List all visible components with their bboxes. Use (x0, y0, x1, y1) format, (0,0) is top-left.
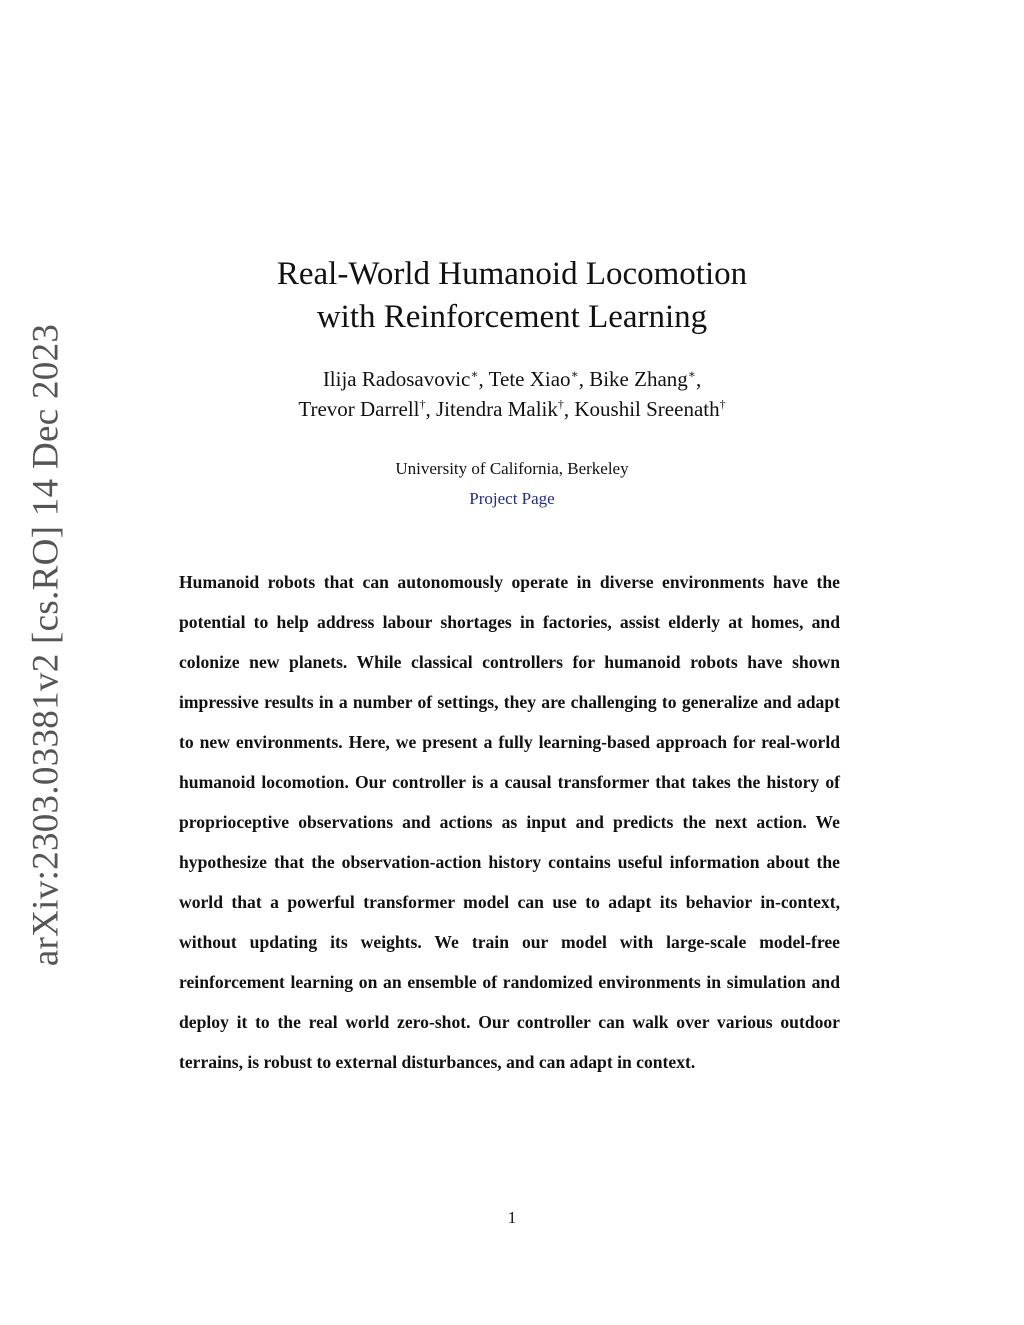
author-separator: , (695, 367, 702, 391)
abstract: Humanoid robots that can autonomously operate in diverse environments have the potential to help address labour shortages in factories, assist elderly at homes, and colonize new planets. While classical controllers for humanoid robots have shown impressive results in a number of settings, they are challenging to generalize and adapt to new environments. Here, we present a fully learning-based approach for real-world humanoid locomotion. Our controller is a causal transformer that takes the history of proprioceptive observations and actions as input and predicts the next action. We hypothesize that the observation-action history contains useful information about the world that a powerful transformer model can use to adapt its behavior in-context, without updating its weights. We train our model with large-scale model-free reinforcement learning on an ensemble of randomized environments in simulation and deploy it to the real world zero-shot. Our controller can walk over various outdoor terrains, is robust to external disturbances, and can adapt in context. (179, 572, 840, 1072)
author-separator: , (425, 397, 436, 421)
author-mark: ∗ (570, 367, 579, 381)
author-mark: ∗ (470, 367, 479, 381)
author-separator: , (563, 397, 575, 421)
arxiv-identifier: arXiv:2303.03381v2 [cs.RO] 14 Dec 2023 (25, 323, 67, 967)
author-mark: † (419, 397, 426, 411)
author-name: Jitendra Malik (435, 397, 558, 421)
author-separator: , (578, 367, 590, 391)
author-list (0, 364, 1024, 424)
author-separator: , (478, 367, 489, 391)
author-mark: † (557, 397, 564, 411)
page-number: 1 (507, 1208, 517, 1227)
author-name: Bike Zhang (589, 367, 688, 391)
author-name: Ilija Radosavovic (322, 367, 471, 391)
project-page-row (0, 488, 1024, 510)
affiliation: University of California, Berkeley (395, 459, 629, 478)
title-line-2: with Reinforcement Learning (316, 299, 708, 335)
author-mark: † (719, 397, 726, 411)
author-name: Tete Xiao (488, 367, 571, 391)
author-name: Koushil Sreenath (574, 397, 720, 421)
author-name: Trevor Darrell (298, 397, 420, 421)
title-line-1: Real-World Humanoid Locomotion (276, 256, 748, 292)
paper-title (0, 253, 1024, 339)
project-page-link[interactable]: Project Page (469, 489, 555, 508)
author-mark: ∗ (687, 367, 696, 381)
author-line-2 (0, 394, 1024, 424)
author-line-1 (0, 364, 1024, 394)
